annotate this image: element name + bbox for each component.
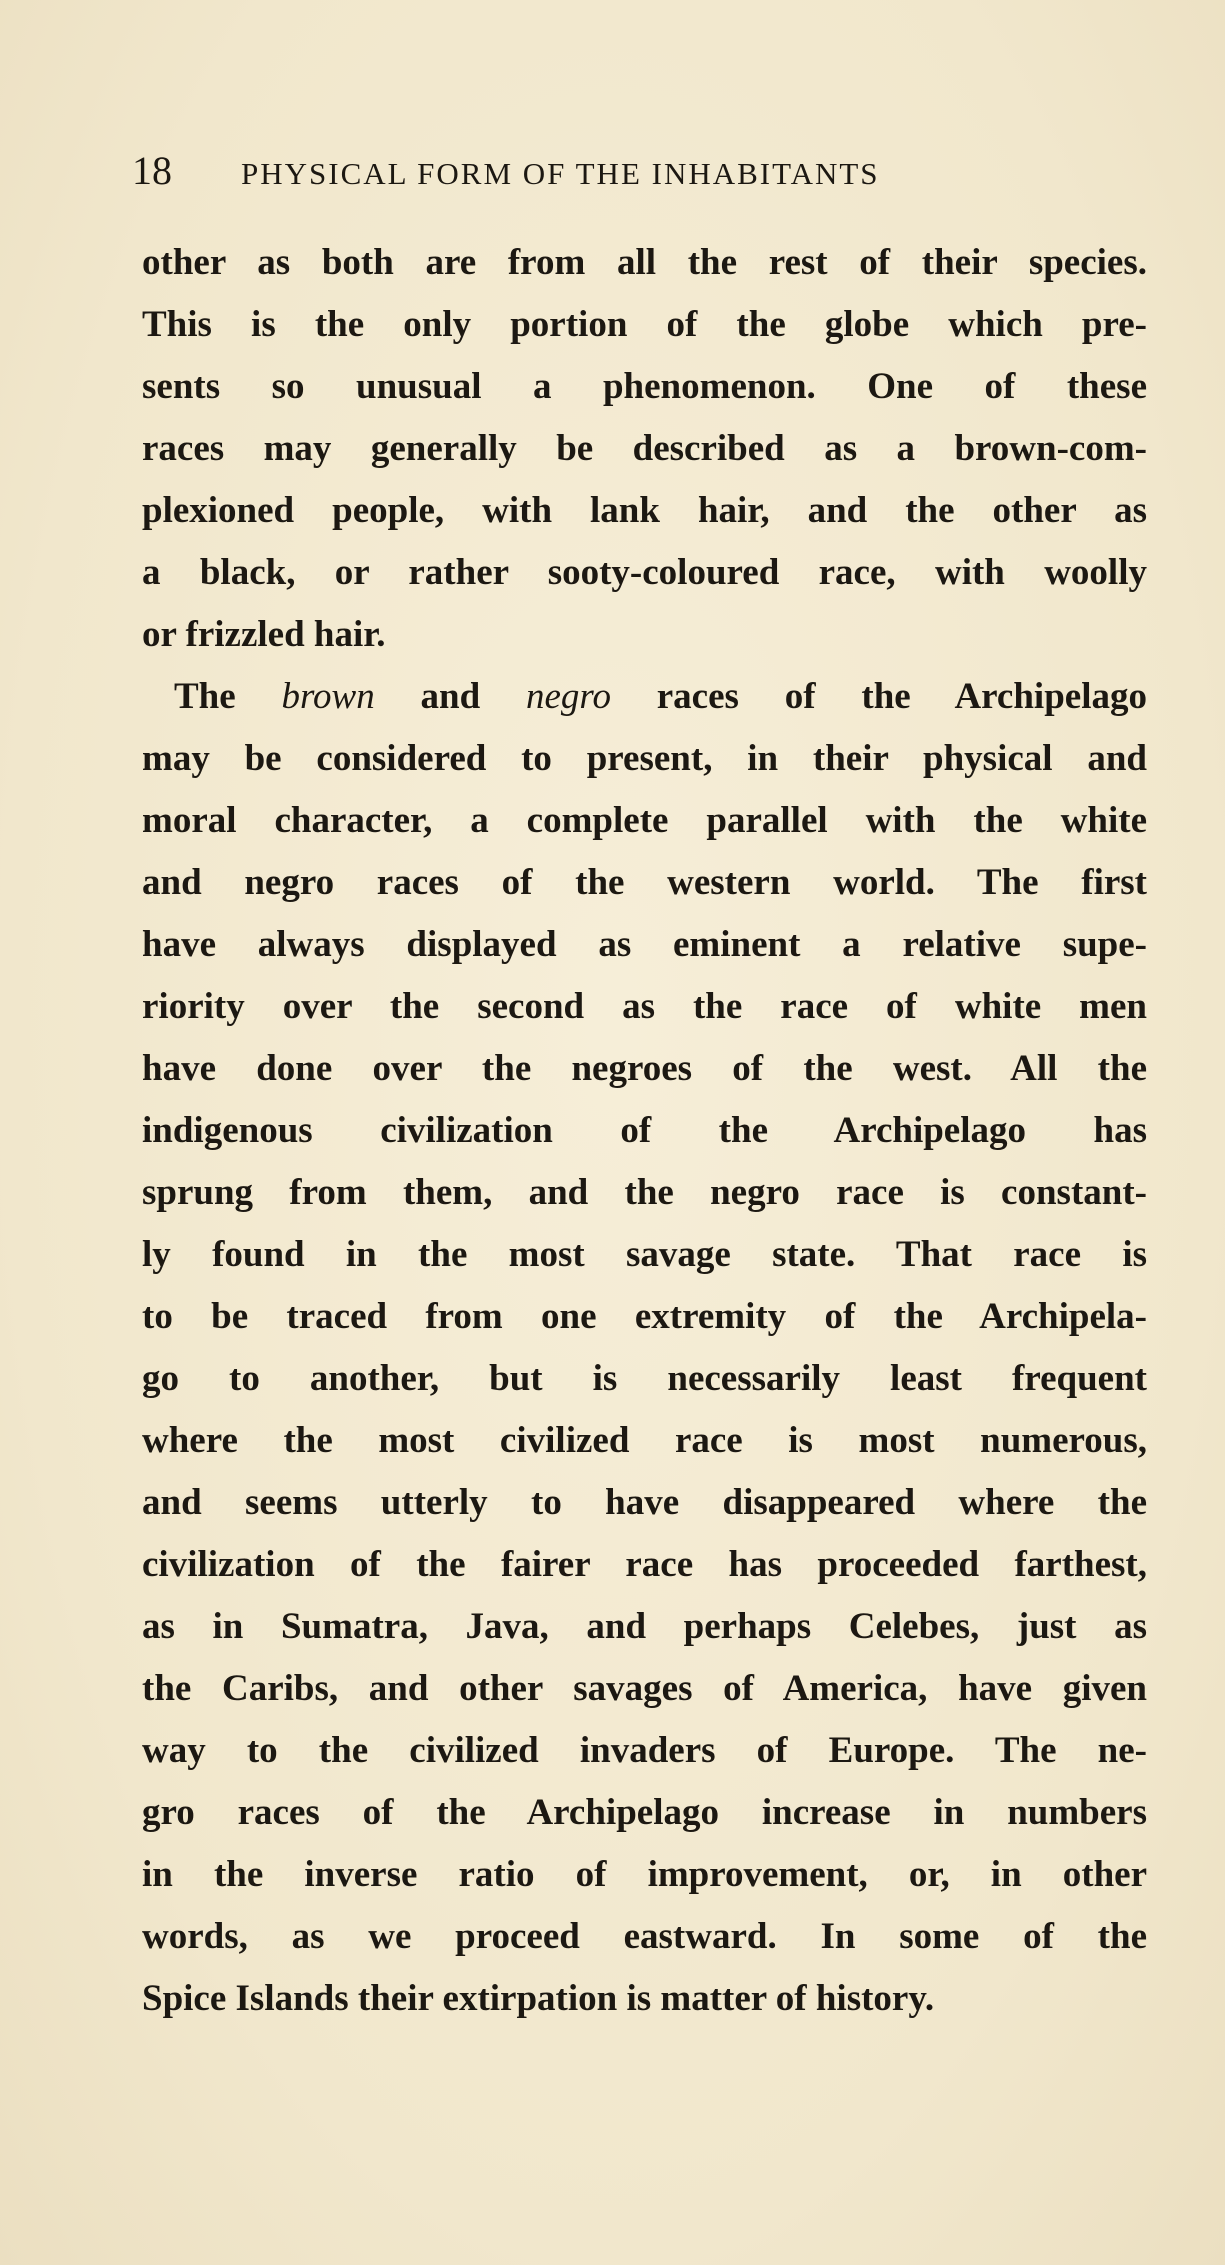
text-line: gro races of the Archipelago increase in numbers bbox=[142, 1792, 1147, 1833]
text-line: go to another, but is necessarily least frequent bbox=[142, 1358, 1147, 1399]
text-line: as in Sumatra, Java, and perhaps Celebes, just as bbox=[142, 1606, 1147, 1647]
text-line: plexioned people, with lank hair, and the other as bbox=[142, 490, 1147, 531]
text-line: ly found in the most savage state. That race is bbox=[142, 1234, 1147, 1275]
text-line: have always displayed as eminent a relative supe- bbox=[142, 924, 1147, 965]
text-line: Spice Islands their extirpation is matter of history. bbox=[142, 1978, 935, 2019]
text-line: where the most civilized race is most numerous, bbox=[142, 1420, 1147, 1461]
text-line: in the inverse ratio of improvement, or, in other bbox=[142, 1854, 1147, 1895]
text-line: have done over the negroes of the west. All the bbox=[142, 1048, 1147, 1089]
text-line: words, as we proceed eastward. In some of the bbox=[142, 1916, 1147, 1957]
italic-word-brown: brown bbox=[281, 676, 375, 717]
text-line: to be traced from one extremity of the Archipela- bbox=[142, 1296, 1147, 1337]
text-line: and negro races of the western world. The first bbox=[142, 862, 1147, 903]
text-line: indigenous civilization of the Archipelago has bbox=[142, 1110, 1147, 1151]
text-line: races may generally be described as a brown-com- bbox=[142, 428, 1147, 469]
text-line: other as both are from all the rest of their species. bbox=[142, 242, 1147, 283]
text-line: the Caribs, and other savages of America, have given bbox=[142, 1668, 1147, 1709]
text-line: may be considered to present, in their physical and bbox=[142, 738, 1147, 779]
page-number: 18 bbox=[132, 148, 172, 193]
running-head: PHYSICAL FORM OF THE INHABITANTS bbox=[241, 156, 880, 191]
italic-word-negro: negro bbox=[526, 676, 611, 717]
text-fragment: races of the Archipelago bbox=[610, 676, 1147, 717]
text-fragment: The bbox=[174, 676, 282, 717]
text-line: or frizzled hair. bbox=[142, 614, 386, 655]
text-line: sents so unusual a phenomenon. One of these bbox=[142, 366, 1147, 407]
text-line: way to the civilized invaders of Europe. The ne- bbox=[142, 1730, 1147, 1771]
text-line: moral character, a complete parallel with the white bbox=[142, 800, 1147, 841]
body-text bbox=[142, 232, 1147, 2030]
text-line: and seems utterly to have disappeared where the bbox=[142, 1482, 1147, 1523]
text-line: riority over the second as the race of white men bbox=[142, 986, 1147, 1027]
text-fragment: and bbox=[374, 676, 526, 717]
page-header bbox=[132, 146, 1032, 196]
text-line: a black, or rather sooty-coloured race, with woolly bbox=[142, 552, 1147, 593]
text-line: This is the only portion of the globe which pre- bbox=[142, 304, 1147, 345]
text-line-with-italics bbox=[142, 666, 1147, 728]
text-line: sprung from them, and the negro race is constant- bbox=[142, 1172, 1147, 1213]
text-line: civilization of the fairer race has proceeded farthest, bbox=[142, 1544, 1147, 1585]
